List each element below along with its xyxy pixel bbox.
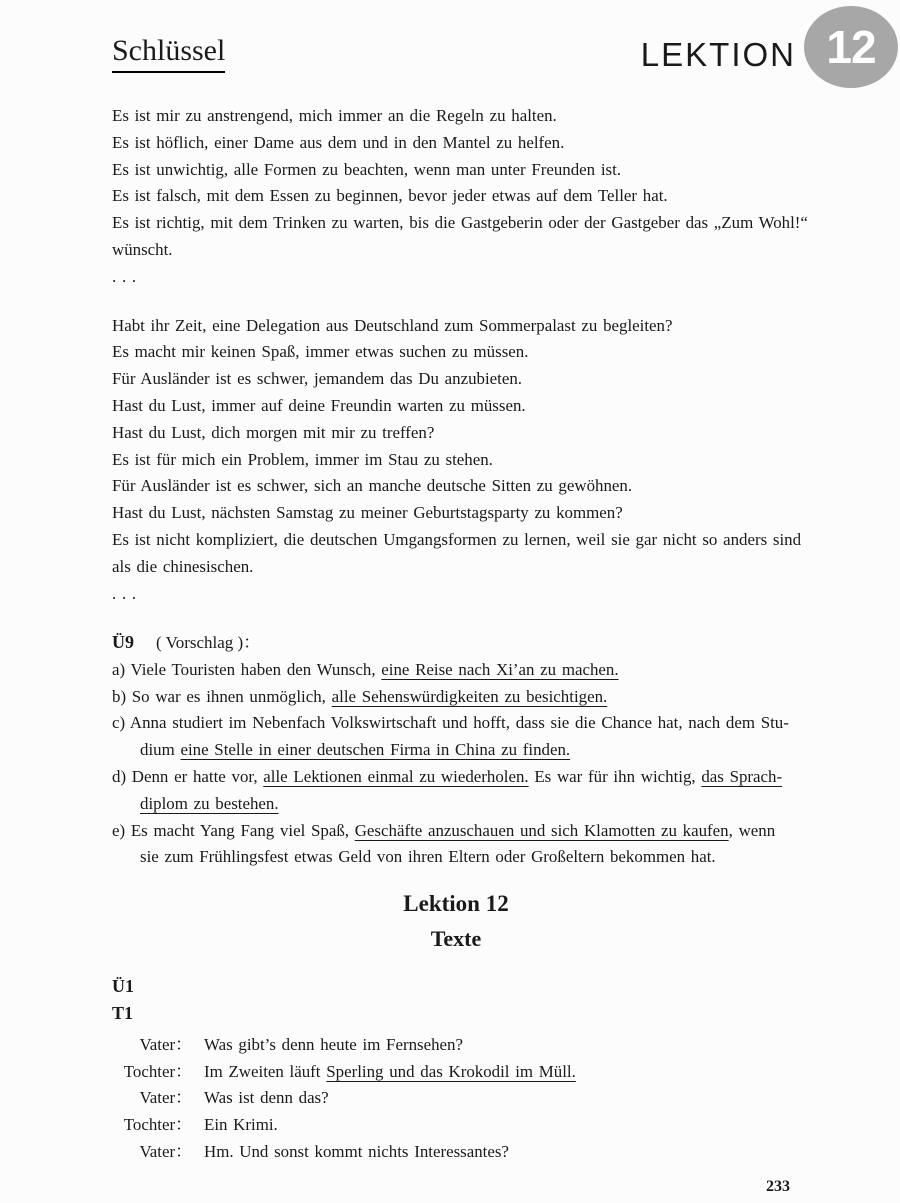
text-line xyxy=(112,844,800,871)
underlined-answer: Sperling und das Krokodil im Müll. xyxy=(326,1061,576,1081)
dialogue-row xyxy=(112,1112,800,1139)
text-t1-label: T1 xyxy=(112,1003,134,1024)
text-line: Für Ausländer ist es schwer, jemandem das Du anzubieten. xyxy=(112,369,523,389)
text-line xyxy=(112,710,800,737)
underlined-answer: alle Lektionen einmal zu wiederholen. xyxy=(263,767,529,787)
underlined-answer: das Sprach- xyxy=(701,767,783,787)
text-line: Es ist höflich, einer Dame aus dem und in den Mantel zu helfen. xyxy=(112,132,565,152)
text-segment: Was ist denn das? xyxy=(204,1088,329,1108)
answers-block-1 xyxy=(112,103,808,291)
underlined-answer: Geschäfte anzuschauen und sich Klamotten zu kaufen xyxy=(354,820,729,840)
text-segment: b) So war es ihnen unmöglich, xyxy=(112,686,332,706)
dialogue-row xyxy=(112,1032,800,1059)
text-segment: Es war für ihn wichtig, xyxy=(528,767,702,787)
dialogue-text xyxy=(204,1112,278,1139)
exercise-u1 xyxy=(112,973,800,1027)
dialogue-speaker: Tochter： xyxy=(123,1115,192,1134)
dialogue-speaker: Vater： xyxy=(139,1035,192,1055)
text-line: wünscht. xyxy=(112,239,173,259)
exercise-u9-label: Ü9 xyxy=(112,632,134,653)
text-segment: Hm. Und sonst kommt nichts Interessantes? xyxy=(204,1141,509,1161)
exercise-u1-label: Ü1 xyxy=(112,976,134,997)
underlined-answer: alle Sehenswürdigkeiten zu besichtigen. xyxy=(331,686,608,706)
text-segment: dium xyxy=(140,740,181,760)
dialogue-text xyxy=(204,1059,576,1086)
dialogue-row xyxy=(112,1085,800,1112)
underlined-answer: diplom zu bestehen. xyxy=(140,793,279,813)
text-segment: e) Es macht Yang Fang viel Spaß, xyxy=(112,820,355,840)
dialogue-speaker: Vater： xyxy=(139,1141,192,1161)
lektion-label: LEKTION xyxy=(640,36,796,74)
text-line xyxy=(112,657,800,684)
text-line: . . . xyxy=(112,583,137,603)
page-number: 233 xyxy=(766,1178,790,1195)
text-line: Habt ihr Zeit, eine Delegation aus Deutschland zum Sommerpalast zu begleiten? xyxy=(112,315,673,335)
text-line: Es ist nicht kompliziert, die deutschen Umgangsformen zu lernen, weil sie gar nicht so anders sind xyxy=(112,529,802,549)
answers-block-2 xyxy=(112,313,800,608)
dialogue-speaker: Vater： xyxy=(139,1088,192,1108)
dialogue-text xyxy=(204,1085,329,1112)
exercise-u9-answers xyxy=(112,657,800,871)
text-segment: c) Anna studiert im Nebenfach Volkswirtschaft und hofft, dass sie die Chance hat, nach dem Stu- xyxy=(112,713,789,733)
text-segment: sie zum Frühlingsfest etwas Geld von ihren Eltern oder Großeltern bekommen hat. xyxy=(140,847,716,867)
text-line: Es ist richtig, mit dem Trinken zu warten, bis die Gastgeberin oder der Gastgeber das „Zum Wohl!“ xyxy=(112,213,808,233)
exercise-u9-suffix: ( Vorschlag )： xyxy=(156,633,261,653)
text-line: Für Ausländer ist es schwer, sich an manche deutsche Sitten zu gewöhnen. xyxy=(112,476,633,496)
text-line: als die chinesischen. xyxy=(112,556,254,576)
text-line: Hast du Lust, nächsten Samstag zu meiner Geburtstagsparty zu kommen? xyxy=(112,503,623,523)
dialogue-text xyxy=(204,1032,463,1059)
text-segment: , wenn xyxy=(728,820,776,840)
text-segment: d) Denn er hatte vor, xyxy=(112,767,264,787)
text-line: Hast du Lust, immer auf deine Freundin warten zu müssen. xyxy=(112,395,526,415)
text-segment: a) Viele Touristen haben den Wunsch, xyxy=(112,659,382,679)
text-line: Hast du Lust, dich morgen mit mir zu treffen? xyxy=(112,422,435,442)
page-header xyxy=(0,0,900,73)
text-line: Es ist falsch, mit dem Essen zu beginnen, bevor jeder etwas auf dem Teller hat. xyxy=(112,186,668,206)
text-segment: Im Zweiten läuft xyxy=(204,1061,327,1081)
lesson-number: 12 xyxy=(826,21,876,73)
text-line: Es ist unwichtig, alle Formen zu beachten, wenn man unter Freunden ist. xyxy=(112,159,622,179)
text-line: Es ist mir zu anstrengend, mich immer an die Regeln zu halten. xyxy=(112,106,557,125)
lesson-badge xyxy=(804,6,898,88)
dialogue xyxy=(112,1032,800,1165)
text-segment: Ein Krimi. xyxy=(204,1115,278,1134)
section-title: Schlüssel xyxy=(112,34,225,73)
exercise-u9-heading xyxy=(112,629,800,657)
text-line xyxy=(112,737,800,764)
page-content xyxy=(0,103,900,1165)
dialogue-speaker: Tochter： xyxy=(123,1061,192,1081)
text-line xyxy=(112,764,800,791)
text-line xyxy=(112,791,800,818)
lesson-heading: Lektion 12 xyxy=(403,891,509,917)
exercise-u9 xyxy=(112,629,800,871)
texte-heading: Texte xyxy=(430,926,482,952)
underlined-answer: eine Stelle in einer deutschen Firma in China zu finden. xyxy=(180,740,571,760)
text-line: . . . xyxy=(112,266,137,286)
dialogue-text xyxy=(204,1139,509,1166)
underlined-answer: eine Reise nach Xi’an zu machen. xyxy=(381,659,619,679)
dialogue-row xyxy=(112,1059,800,1086)
text-line xyxy=(112,818,800,845)
dialogue-row xyxy=(112,1139,800,1166)
text-segment: Was gibt’s denn heute im Fernsehen? xyxy=(204,1035,463,1055)
text-line xyxy=(112,684,800,711)
text-line: Es macht mir keinen Spaß, immer etwas suchen zu müssen. xyxy=(112,342,529,362)
text-line: Es ist für mich ein Problem, immer im Stau zu stehen. xyxy=(112,449,493,469)
